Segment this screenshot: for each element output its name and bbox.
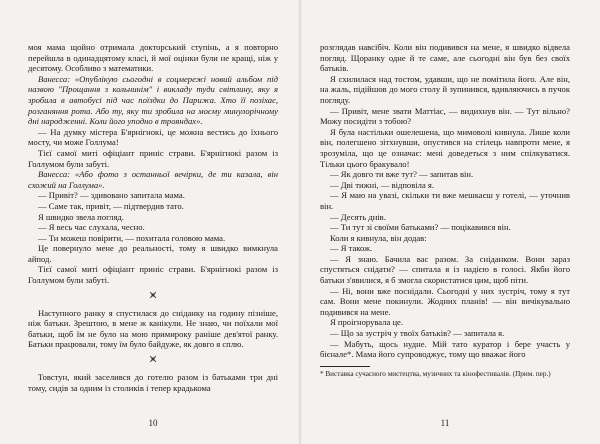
paragraph: Тієї самої миті офіціант приніс страви. Б'ярнігнокі разом із Голлумом були забуті. (28, 147, 278, 169)
left-page (28, 0, 278, 444)
right-text-column (320, 42, 570, 379)
footnote-divider (320, 366, 370, 367)
paragraph: — Я знаю. Бачила вас разом. За сніданком. Вони зараз спустяться снідати? — спитала я із надією в голосі. Якби його батьки з'явилися, я б змогла скористатися цим, щоб піти. (320, 253, 570, 286)
footnote: * Виставка сучасного мистецтва, музичних та кінофестивалів. (Прим. пер.) (320, 369, 551, 378)
book-gutter (298, 0, 302, 444)
paragraph: — Я маю на увазі, скільки ти вже мешкаєш у готелі, — уточнив він. (320, 190, 570, 211)
paragraph: — Що за зустріч у твоїх батьків? — запитала я. (330, 328, 505, 339)
paragraph: Ванесса: «Або фото з останньої вечірки, де ти казала, він схожий на Голлума». (28, 169, 278, 190)
paragraph: — Я весь час слухала, чесно. (38, 222, 145, 233)
ornament-icon (148, 354, 158, 364)
paragraph: Я швидко звела погляд. (38, 211, 124, 222)
paragraph: — Привіт, мене звати Маттіас, — видихнув він. — Тут вільно? Можу посидіти з тобою? (320, 105, 570, 127)
paragraph: — На думку містера Б'ярнігнокі, це можна вестись до їхнього мосту, чи може Голлума! (28, 126, 278, 148)
paragraph: Тієї самої миті офіціант приніс страви. Б'ярнігнокі разом із Голлумом були забуті. (28, 264, 278, 286)
paragraph: — Привіт? — здивовано запитала мама. (38, 190, 185, 201)
paragraph: розглядав навсібіч. Коли він подивився на мене, я швидко відвела погляд. Щоранку одне й те саме, але сьогодні він був без своїх батьків. (320, 42, 570, 74)
paragraph: Товстун, який заселився до готелю разом із батьками три дні тому, сидів за одним із столиків і тепер крадькома (28, 372, 278, 393)
paragraph: — Десять днів. (330, 211, 386, 222)
paragraph: — Ти можеш повірити, — похитала головою мама. (38, 232, 226, 243)
paragraph: Це повернуло мене до реальності, тому я швидко вимкнула айпод. (28, 243, 278, 264)
paragraph: — Мабуть, щось нудне. Мій тато куратор і бере участь у бієнале*. Мама його супроводжує, тому що вважає його (320, 338, 570, 360)
paragraph: Ванесса: «Опублікую сьогодні в соцмережі новий альбом під назвою "Прощання з кольнинім" і викладу туди світлину, яку я зробила в автобусі під час поїздки до Парижа. Хто її позіхає, розганяння рота. Або ту, яку ти зробила на моєму минулорічному дні народженні. Коли його уподно в трояндах». (28, 73, 278, 127)
left-text-column (28, 42, 278, 393)
paragraph: — Ні, вони вже поснідали. Сьогодні у них зустріч, тому я тут сам. Вони мене покинули. Жодних планів! — він вичікувально подивився на мене. (320, 285, 570, 317)
section-ornament (28, 354, 278, 368)
paragraph: — Ти тут зі своїми батьками? — поцікавився він. (330, 222, 511, 233)
paragraph: Я проігнорувала це. (330, 317, 404, 328)
paragraph: Я була настільки ошелешена, що мимоволі кивнула. Лише коли він, полегшено зітхнувши, опустився на стілець навпроти мене, я зрозуміла, що це означає: мені доведеться з ним спілкуватися. Тільки цього бракувало! (320, 126, 570, 169)
paragraph: Наступного ранку я спустилася до сніданку на годину пізніше, ніж батьки. Зрештою, в мене ж канікули. Не знаю, чи поїхали мої батьки, щоб їм не було на мою примироку раніше дев'ятої ранку. Батьки працювали, тому їм було байдуже, як довго я сплю. (28, 307, 278, 350)
page-number: 10 (148, 418, 158, 428)
paragraph: Я схилилася над тостом, удавши, що не помітила його. Але він, на жаль, підійшов до мого столу й зупинився, вдивляючись в пучок погляду. (320, 73, 570, 105)
paragraph: моя мама щойно отримала докторський ступінь, а я повторно перейшла в одинадцятому класі, й мої оцінки були не кращі, ніж у десятому. Особливо з математики. (28, 42, 278, 74)
paragraph: — Я також. (330, 243, 373, 254)
right-page (320, 0, 570, 444)
paragraph: — Саме так, привіт, — підтвердив тато. (38, 200, 184, 211)
paragraph: — Як довго ти вже тут? — запитав він. (330, 169, 474, 180)
section-ornament (28, 290, 278, 304)
paragraph: — Дві тижні, — відповіла я. (330, 179, 435, 190)
page-number: 11 (440, 418, 450, 428)
paragraph: Коли я кивнула, він додав: (330, 232, 427, 243)
ornament-icon (148, 290, 158, 300)
